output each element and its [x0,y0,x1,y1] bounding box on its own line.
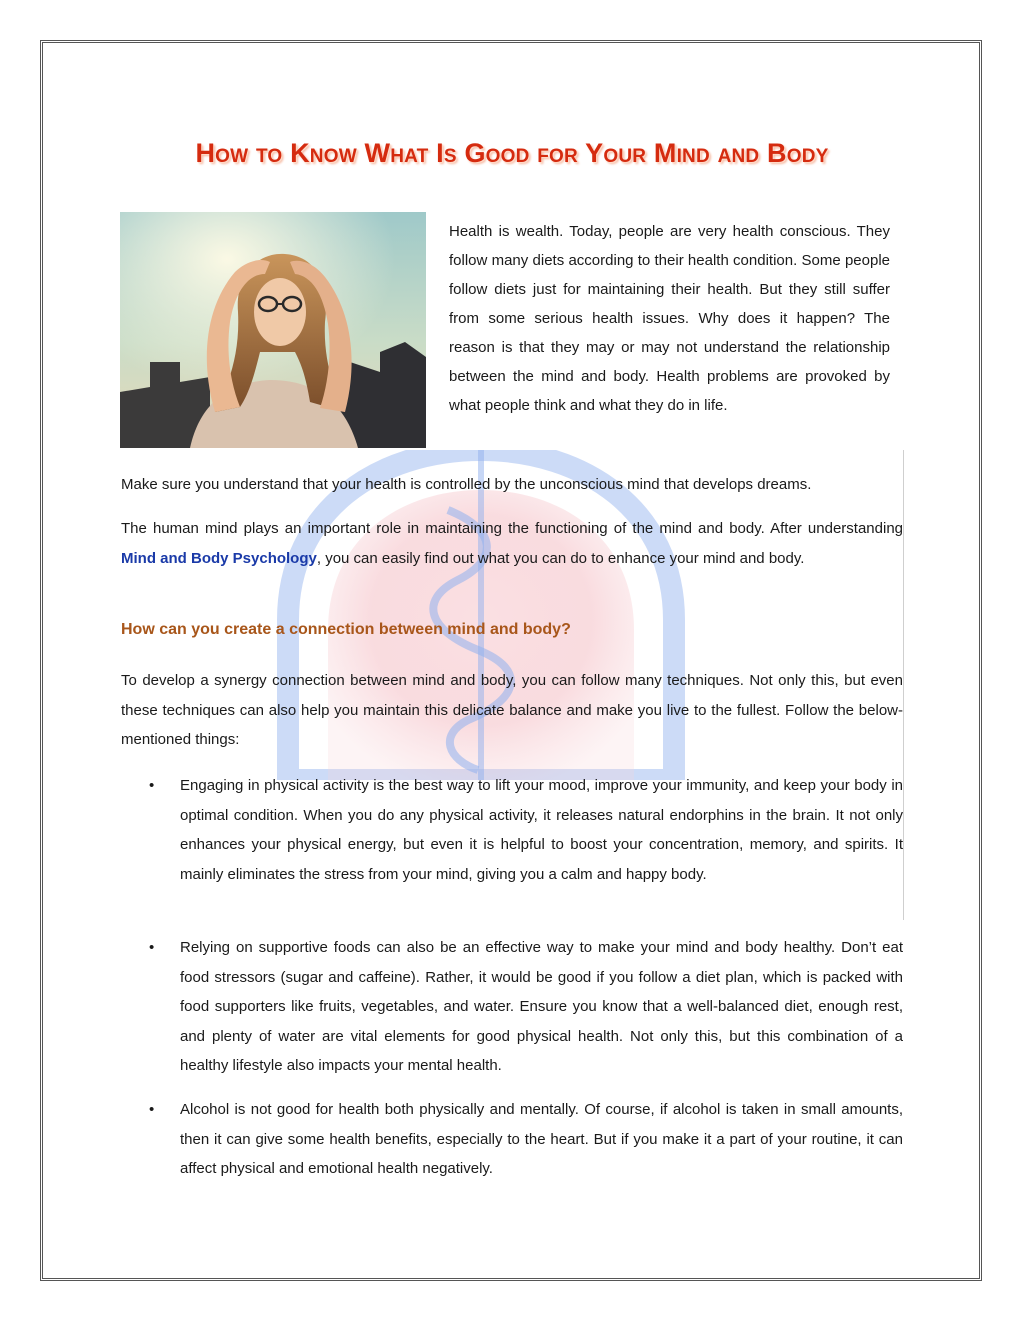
bullet-icon: • [149,777,155,794]
list-item-text: Relying on supportive foods can also be an effective way to make your mind and body healthy. Don’t eat food stressors (sugar and caffeine). Rather, it would be good if you follow a diet plan, which is packed with food supporters like fruits, vegetables, and water. Ensure you know that a well-balanced diet, enough rest, and plenty of water are vital elements for good physical health. Not only this, but this combination of a healthy lifestyle also impacts your mental health. [180,939,903,1074]
mind-body-psychology-link[interactable]: Mind and Body Psychology [121,549,317,567]
paragraph-2-text-before: The human mind plays an important role in maintaining the functioning of the mind and body. After understanding [121,520,903,537]
paragraph-2-text-after: , you can easily find out what you can do to enhance your mind and body. [316,549,805,567]
list-item-text: Engaging in physical activity is the best way to lift your mood, improve your immunity, and keep your body in optimal condition. When you do any physical activity, it releases natural endorphins in the brain. It not only enhances your physical energy, but even it is helpful to boost your concentration, memory, and spirits. It mainly eliminates the stress from your mind, giving you a calm and happy body. [180,777,903,883]
paragraph-health-unconscious: Make sure you understand that your health is controlled by the unconscious mind that develops dreams. [121,476,812,493]
document-title: How to Know What Is Good for Your Mind and Body [195,138,829,168]
list-item [149,1095,903,1184]
section-heading: How can you create a connection between mind and body? [121,621,571,638]
bullet-icon: • [149,1101,155,1118]
intro-paragraph: Health is wealth. Today, people are very health conscious. They follow many diets according to their health condition. Some people follow diets just for maintaining their health. But they still suffer from some serious health issues. Why does it happen? The reason is that they may or may not understand the relationship between the mind and body. Health problems are provoked by what people think and what they do in life. [449,223,890,414]
woman-sunlight-photo [120,212,426,448]
bullet-icon: • [149,939,155,956]
list-item [149,933,903,1081]
paragraph-human-mind [121,514,903,573]
text-column-edge [903,450,904,920]
list-item-text: Alcohol is not good for health both physically and mentally. Of course, if alcohol is taken in small amounts, then it can give some health benefits, especially to the heart. But if you make it a part of your routine, it can affect physical and emotional health negatively. [180,1101,903,1177]
paragraph-synergy: To develop a synergy connection between mind and body, you can follow many techniques. Not only this, but even these techniques can also help you maintain this delicate balance and make you live to the fullest. Follow the below-mentioned things: [121,672,903,748]
list-item [149,771,903,889]
